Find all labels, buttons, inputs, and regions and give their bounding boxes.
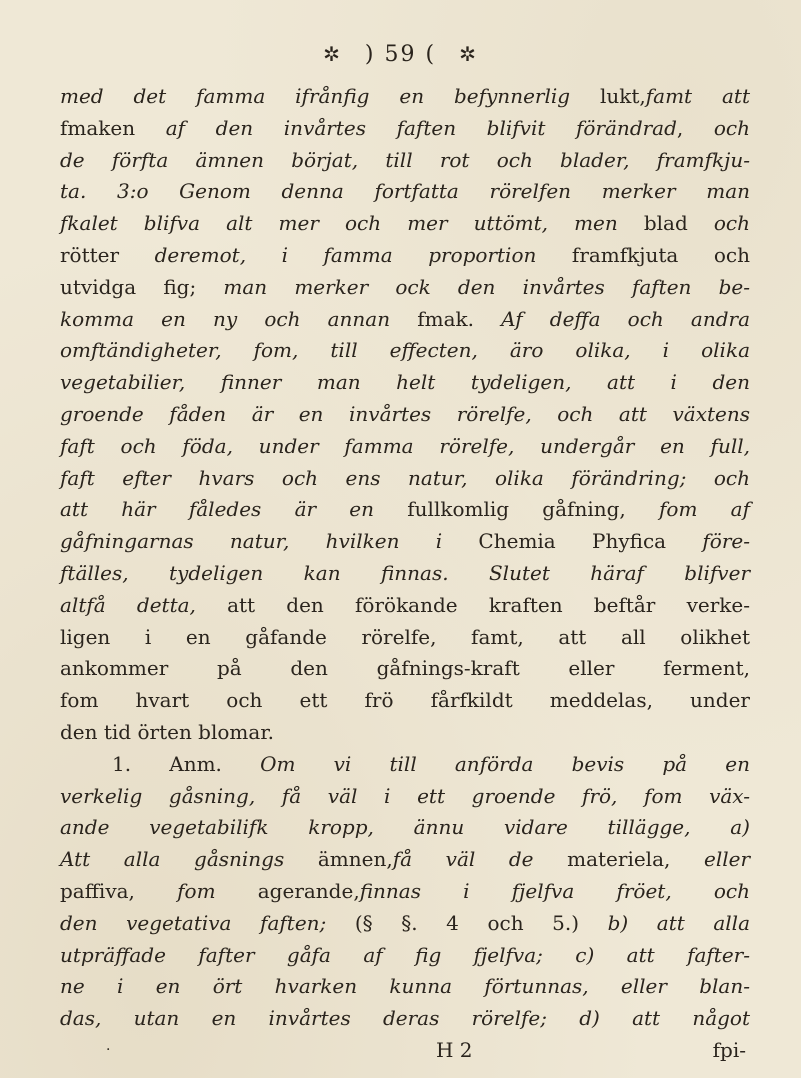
- italic-text: Om vi till anförda bevis på en: [260, 751, 750, 776]
- italic-text: verkelig gåsning, få väl i ett groende frö, fom väx-: [60, 783, 750, 808]
- text-line: [60, 971, 750, 1003]
- dot-mark: ·: [106, 1041, 111, 1058]
- text-line: [60, 431, 750, 463]
- signature-mark: H 2: [436, 1037, 473, 1062]
- text-line: [60, 113, 750, 145]
- roman-text: fullkomlig gåfning,: [407, 497, 660, 522]
- roman-text: den tid örten blomar.: [60, 719, 275, 744]
- italic-text: das, utan en invårtes deras rörelfe; d) att något: [60, 1006, 750, 1031]
- italic-text: vegetabilier, finner man helt tydeligen, att i den: [60, 370, 750, 395]
- roman-text: rötter: [60, 242, 155, 267]
- italic-text: fom af: [659, 497, 750, 522]
- italic-text: faft och föda, under famma rörelfe, undergår en full,: [60, 433, 750, 458]
- italic-text: ta. 3:o Genom denna fortfatta rörelfen merker man: [60, 179, 750, 204]
- text-line: [60, 176, 750, 208]
- italic-text: famt att: [645, 84, 750, 108]
- italic-text: ne i en ört hvarken kunna förtunnas, eller blan-: [60, 974, 750, 999]
- ornament-right-icon: ✲: [459, 42, 478, 66]
- italic-text: de förfta ämnen börjat, till rot och blader, framfkju-: [60, 147, 750, 172]
- italic-text: med det famma ifrånfig en befynnerlig: [60, 84, 600, 108]
- roman-text: agerande,: [257, 878, 360, 903]
- text-line: [60, 304, 750, 336]
- text-line: [60, 463, 750, 495]
- roman-text: ,: [676, 115, 714, 140]
- text-line: [60, 908, 750, 940]
- italic-text: före-: [702, 529, 750, 554]
- text-line: [60, 940, 750, 972]
- text-line: [60, 812, 750, 844]
- italic-text: af den invårtes faften blifvit förändrad: [165, 115, 677, 140]
- italic-text: att här fåledes är en: [60, 497, 408, 522]
- italic-text: b) att alla: [607, 910, 750, 935]
- text-line: [60, 653, 750, 685]
- italic-text: ftälles, tydeligen kan finnas. Slutet häraf blifver: [60, 560, 750, 585]
- roman-text: 1. Anm.: [112, 751, 261, 776]
- italic-text: man merker ock den invårtes faften be-: [223, 274, 750, 299]
- text-line: [60, 558, 750, 590]
- roman-text: blad: [643, 211, 714, 236]
- italic-text: få väl de: [392, 847, 568, 872]
- text-line: [60, 622, 750, 654]
- text-line: [60, 526, 750, 558]
- italic-text: deremot, i famma proportion: [154, 242, 572, 267]
- text-line: [60, 590, 750, 622]
- signature-line: [60, 1035, 750, 1067]
- roman-text: fom hvart och ett frö fårfkildt meddelas, under: [60, 688, 750, 713]
- text-line: [60, 494, 750, 526]
- italic-text: ande vegetabilifk kropp, ännu vidare tillägge, a): [60, 815, 750, 840]
- roman-text: paffiva,: [60, 878, 178, 903]
- roman-text: fmak.: [417, 306, 502, 331]
- text-line: [60, 335, 750, 367]
- italic-text: och: [713, 115, 750, 140]
- italic-text: den vegetativa faften;: [60, 910, 355, 935]
- italic-text: altfå detta,: [60, 592, 228, 617]
- roman-text: ämnen,: [317, 847, 393, 872]
- roman-text: utvidga fig;: [60, 274, 224, 299]
- text-line: [60, 399, 750, 431]
- italic-text: omftändigheter, fom, till effecten, äro olika, i olika: [60, 338, 750, 363]
- text-line: [60, 717, 750, 749]
- italic-text: komma en ny och annan: [60, 306, 418, 331]
- roman-text: framfkjuta och: [571, 242, 750, 267]
- roman-text: (§ §. 4 och 5.): [354, 910, 608, 935]
- italic-text: Att alla gåsnings: [60, 847, 318, 872]
- italic-text: gåfningarnas natur, hvilken i: [60, 529, 479, 554]
- italic-text: eller: [703, 847, 751, 872]
- roman-text: att den förökande kraften beftår verke-: [227, 592, 750, 617]
- italic-text: Af deffa och andra: [501, 306, 751, 331]
- text-line: [60, 208, 750, 240]
- roman-text: ligen i en gåfande rörelfe, famt, att all olikhet: [60, 624, 750, 649]
- italic-text: och: [713, 211, 750, 236]
- text-line: [60, 81, 750, 113]
- text-line: [60, 367, 750, 399]
- body-text: [60, 81, 750, 1067]
- italic-text: utpräffade fafter gåfa af fig fjelfva; c) att fafter-: [60, 942, 750, 967]
- text-line: [60, 844, 750, 876]
- page-header: [0, 42, 801, 67]
- text-line: [60, 145, 750, 177]
- text-line: [60, 240, 750, 272]
- italic-text: finnas i fjelfva fröet, och: [359, 878, 751, 903]
- text-line: [60, 749, 750, 781]
- text-line: [60, 781, 750, 813]
- ornament-left-icon: ✲: [323, 42, 342, 66]
- italic-text: fom: [177, 878, 258, 903]
- text-line: [60, 1003, 750, 1035]
- roman-text: ankommer på den gåfnings-kraft eller ferment,: [60, 656, 750, 681]
- roman-text: lukt,: [599, 84, 646, 108]
- roman-text: Chemia Phyfica: [478, 529, 703, 554]
- text-line: [60, 685, 750, 717]
- italic-text: faft efter hvars och ens natur, olika förändring; och: [60, 465, 750, 490]
- page-number: ) 59 (: [364, 42, 437, 67]
- text-line: [60, 272, 750, 304]
- italic-text: fkalet blifva alt mer och mer uttömt, men: [60, 211, 644, 236]
- catchword: fpi-: [712, 1037, 746, 1062]
- text-line: [60, 876, 750, 908]
- roman-text: fmaken: [60, 115, 166, 140]
- italic-text: groende fåden är en invårtes rörelfe, och att växtens: [60, 401, 750, 426]
- roman-text: materiela,: [567, 847, 704, 872]
